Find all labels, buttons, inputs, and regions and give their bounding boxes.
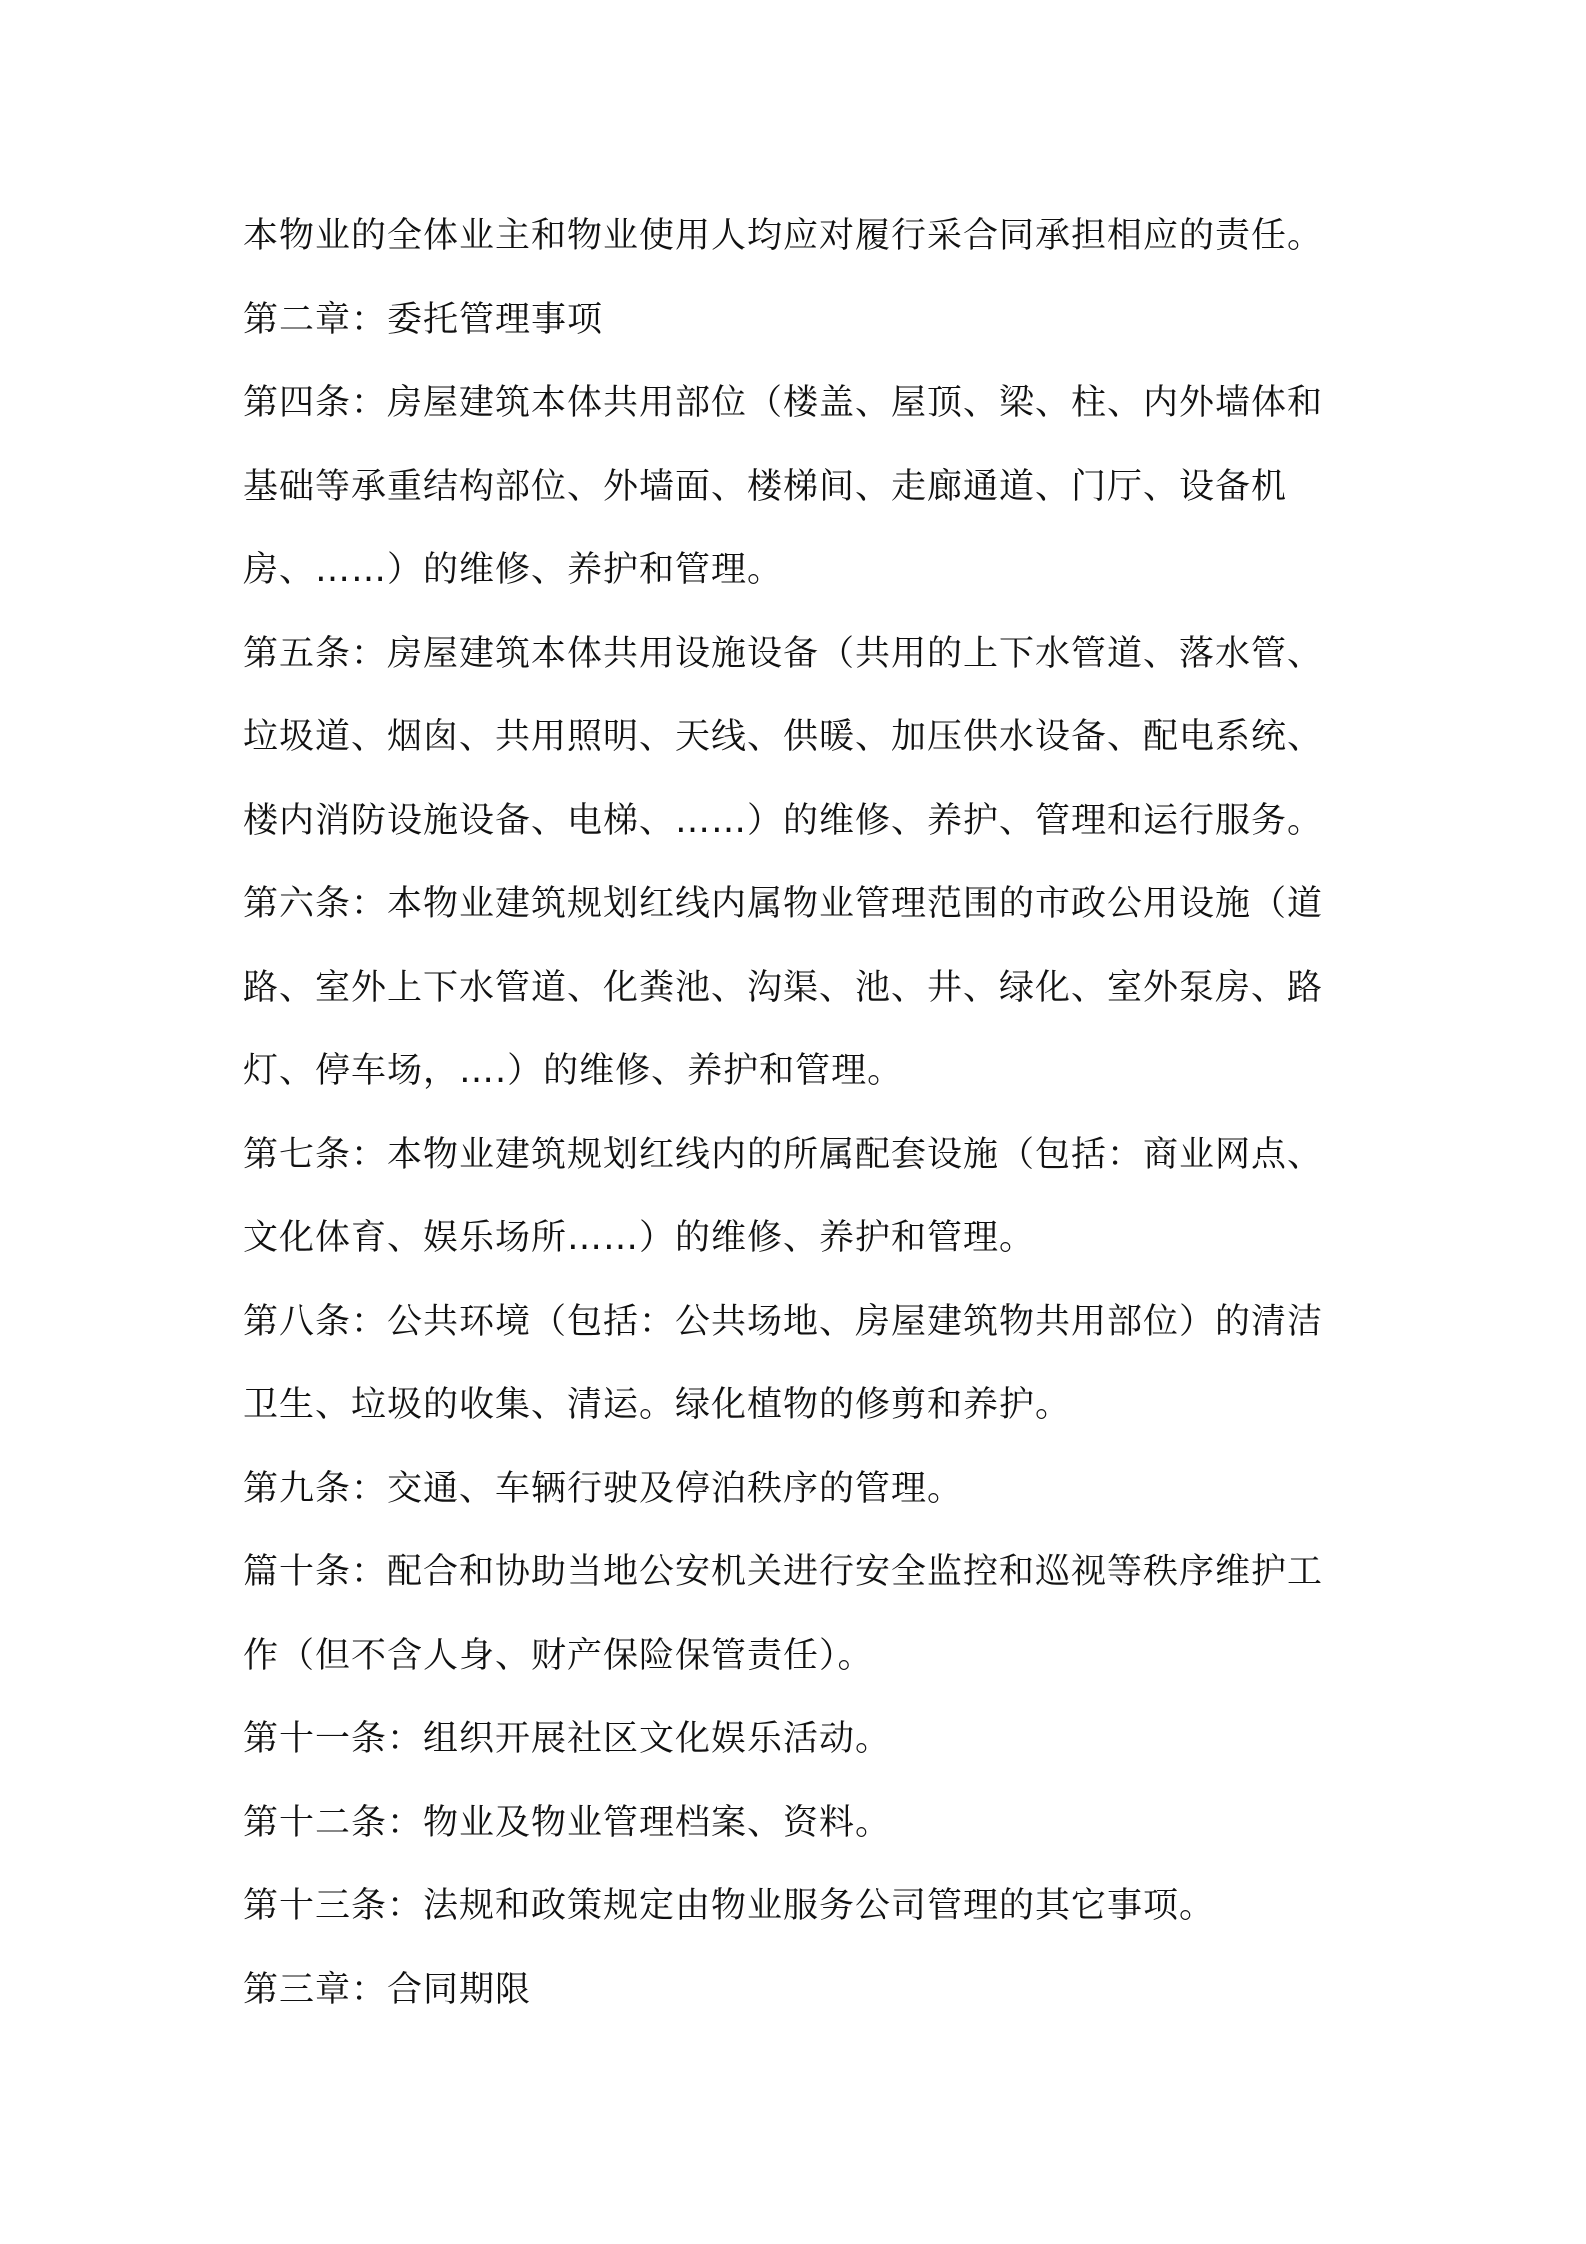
document-body bbox=[243, 195, 1363, 2032]
chapter-heading: 第三章：合同期限 bbox=[243, 1969, 532, 2010]
article-line: 篇十条：配合和协助当地公安机关进行安全监控和巡视等秩序维护工 bbox=[243, 1552, 1324, 1592]
article-line: 第七条：本物业建筑规划红线内的所属配套设施（包括：商业网点、 bbox=[243, 1134, 1324, 1175]
text-line: 垃圾道、烟囱、共用照明、天线、供暖、加压供水设备、配电系统、 bbox=[243, 717, 1324, 757]
text-line: 文化体育、娱乐场所……）的维修、养护和管理。 bbox=[243, 1218, 1036, 1258]
article-line: 第十三条：法规和政策规定由物业服务公司管理的其它事项。 bbox=[243, 1886, 1216, 1926]
text-line: 作（但不含人身、财产保险保管责任）。 bbox=[243, 1635, 874, 1676]
article-line: 第九条：交通、车辆行驶及停泊秩序的管理。 bbox=[243, 1468, 964, 1509]
text-line: 灯、停车场，….）的维修、养护和管理。 bbox=[243, 1051, 904, 1091]
article-line: 第四条：房屋建筑本体共用部位（楼盖、屋顶、梁、柱、内外墙体和 bbox=[243, 383, 1324, 423]
chapter-heading: 第二章：委托管理事项 bbox=[243, 299, 604, 340]
article-line: 第十一条：组织开展社区文化娱乐活动。 bbox=[243, 1719, 892, 1759]
article-line: 第五条：房屋建筑本体共用设施设备（共用的上下水管道、落水管、 bbox=[243, 633, 1324, 674]
article-line: 第八条：公共环境（包括：公共场地、房屋建筑物共用部位）的清洁 bbox=[243, 1301, 1324, 1342]
text-line: 卫生、垃圾的收集、清运。绿化植物的修剪和养护。 bbox=[243, 1385, 1072, 1425]
text-line: 楼内消防设施设备、电梯、……）的维修、养护、管理和运行服务。 bbox=[243, 800, 1324, 841]
text-line: 本物业的全体业主和物业使用人均应对履行采合同承担相应的责任。 bbox=[243, 216, 1324, 256]
article-line: 第六条：本物业建筑规划红线内属物业管理范围的市政公用设施（道 bbox=[243, 884, 1324, 924]
text-line: 路、室外上下水管道、化粪池、沟渠、池、井、绿化、室外泵房、路 bbox=[243, 967, 1324, 1008]
text-line: 房、……）的维修、养护和管理。 bbox=[243, 550, 784, 590]
article-line: 第十二条：物业及物业管理档案、资料。 bbox=[243, 1802, 892, 1843]
text-line: 基础等承重结构部位、外墙面、楼梯间、走廊通道、门厅、设备机 bbox=[243, 466, 1288, 507]
